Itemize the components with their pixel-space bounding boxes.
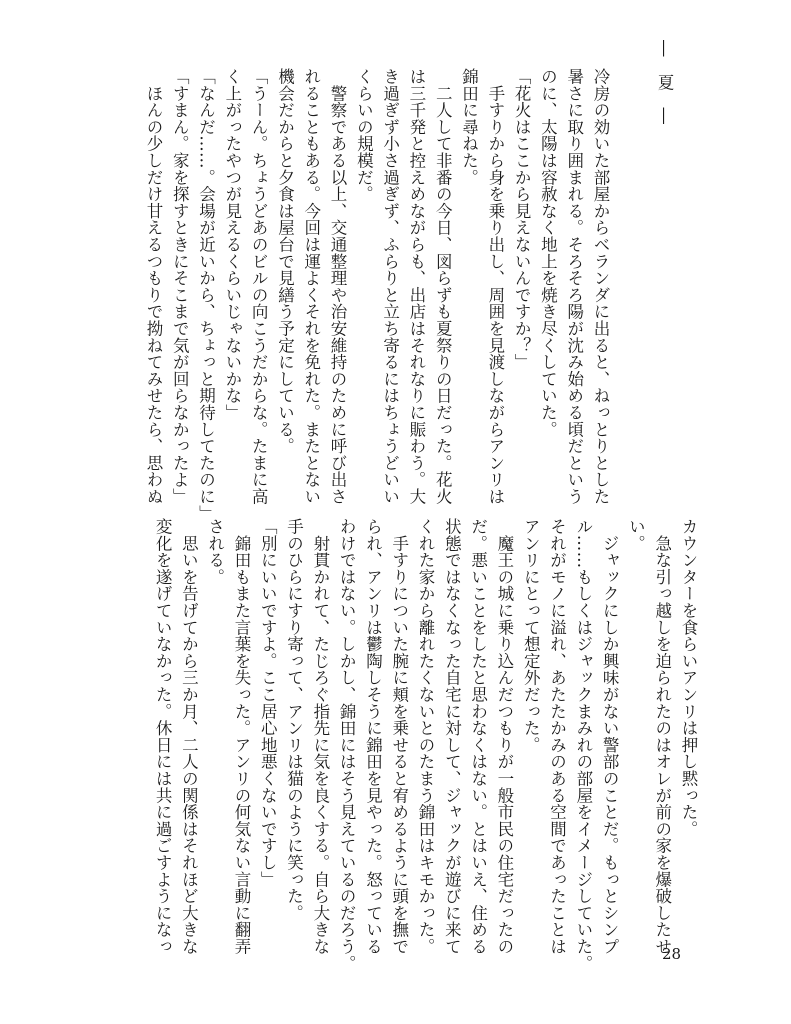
chapter-heading: ― 夏 ― [655, 40, 674, 130]
text-line: 手すりについた腕に頬を乗せると宥めるように頭を撫で [389, 518, 409, 955]
text-line: 暑さに取り囲まれる。そろそろ陽が沈み始める頃だという [564, 68, 584, 505]
text-block-upper [140, 68, 613, 522]
text-line: 「別にいいですよ。ここ居心地悪くないですし」 [258, 518, 278, 888]
text-line: く上がったやつが見えるくらいじゃないかな」 [222, 68, 242, 421]
text-line: ジャックにしか興味がない警部のことだ。もっとシンプ [600, 518, 620, 955]
text-line: 急な引っ越しを迫られたのはオレが前の家を爆破したせ [652, 518, 672, 955]
text-line: 思いを告げてから三か月、二人の関係はそれほど大きな [179, 518, 199, 955]
text-line: 「なんだ……。会場が近いから、ちょっと期待してたのに」 [196, 68, 216, 522]
text-line: ル……もしくはジャックまみれの部屋をイメージしていた。 [573, 518, 593, 972]
text-line: 冷房の効いた部屋からベランダに出ると、ねっとりとした [591, 68, 610, 505]
text-line: される。 [205, 518, 225, 586]
text-line: 「花火はここから見えないんですか？」 [512, 68, 532, 371]
text-line: くらいの規模だ。 [354, 68, 374, 203]
text-line: 錦田に尋ねた。 [459, 68, 479, 186]
text-line: れることもある。今回は運よくそれを免れた。またとない [301, 68, 321, 505]
text-line: 手のひらにすり寄って、アンリは猫のように笑った。 [284, 518, 304, 922]
text-line: 二人して非番の今日、図らずも夏祭りの日だった。花火 [433, 68, 453, 505]
text-line: だ。悪いことをしたと思わなくはない。とはいえ、住める [468, 518, 488, 955]
text-line: それがモノに溢れ、あたたかみのある空間であったことは [547, 518, 567, 955]
text-line: 警察である以上、交通整理や治安維持のために呼び出さ [328, 68, 348, 505]
text-line: アンリにとって想定外だった。 [521, 518, 541, 754]
text-line: ほんの少しだけ甘えるつもりで拗ねてみせたら、思わぬ [143, 68, 163, 505]
text-line: は三千発と控えめながらも、出店はそれなりに賑わう。大 [406, 68, 426, 505]
text-line: 機会だからと夕食は屋台で見繕う予定にしている。 [275, 68, 295, 455]
text-line: のに、太陽は容赦なく地上を焼き尽くしていた。 [538, 68, 558, 438]
text-line: られ、アンリは鬱陶しそうに錦田を見やった。怒っている [363, 518, 383, 955]
text-line: くれた家から離れたくないとのたまう錦田はキモかった。 [416, 518, 436, 955]
text-line: 状態ではなくなった自宅に対して、ジャックが遊びに来て [442, 518, 462, 955]
text-line: 射貫かれて、たじろぐ指先に気を良くする。自ら大きな [310, 518, 330, 955]
text-line: 魔王の城に乗り込んだつもりが一般市民の住宅だったの [494, 518, 514, 955]
text-line: 手すりから身を乗り出し、周囲を見渡しながらアンリは [485, 68, 505, 505]
text-line: 「すまん。家を探すときにそこまで気が回らなかったよ」 [170, 68, 190, 505]
text-line: 変化を遂げていなかった。休日には共に過ごすようになっ [153, 518, 173, 955]
text-line: き過ぎず小さ過ぎず、ふらりと立ち寄るにはちょうどいい [380, 68, 400, 505]
text-line: い。 [626, 518, 646, 552]
page-number: 28 [662, 945, 682, 963]
text-line: わけではない。しかし、錦田にはそう見えているのだろう。 [337, 518, 357, 972]
text-line: 錦田もまた言葉を失った。アンリの何気ない言動に翻弄 [231, 518, 251, 955]
text-line: 「うーん。ちょうどあのビルの向こうだからな。たまに高 [249, 68, 269, 505]
text-line: カウンターを食らいアンリは押し黙った。 [679, 518, 698, 838]
